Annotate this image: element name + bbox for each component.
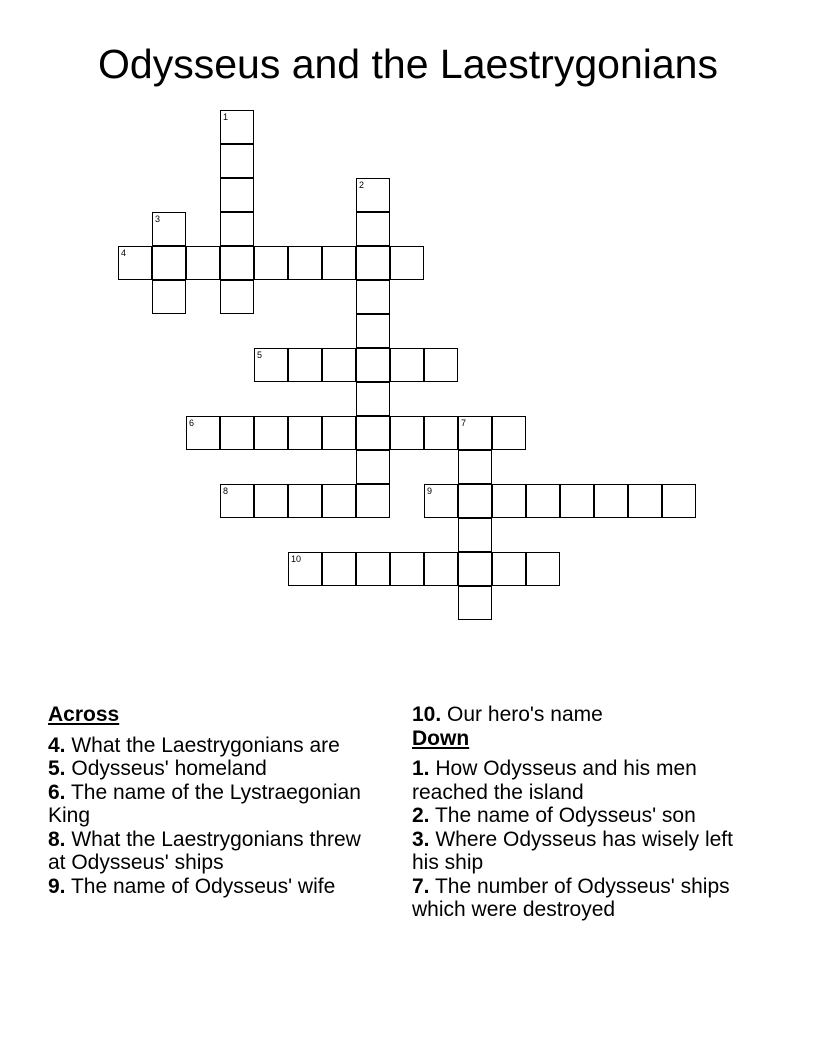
grid-cell[interactable] [220,280,254,314]
grid-cell[interactable] [356,314,390,348]
clues-left-column [48,703,378,898]
clues-right-column [412,703,742,922]
grid-cell[interactable] [356,212,390,246]
grid-cell[interactable] [594,484,628,518]
grid-cell[interactable] [220,246,254,280]
clue-text: Where Odysseus has wisely left his ship [412,827,733,874]
grid-cell[interactable] [424,416,458,450]
clue-text: The name of Odysseus' wife [70,874,336,898]
grid-cell[interactable] [356,348,390,382]
clue-across-5 [48,757,378,781]
grid-cell[interactable] [322,416,356,450]
grid-cell-number: 8 [223,486,229,496]
grid-cell[interactable] [492,416,526,450]
clue-text: What the Laestrygonians threw at Odysseus' ships [48,827,361,874]
clue-number: 1. [412,757,430,780]
clue-text: What the Laestrygonians are [71,733,340,757]
grid-cell[interactable] [356,280,390,314]
grid-cell[interactable] [628,484,662,518]
grid-cell[interactable] [526,484,560,518]
down-heading: Down [412,726,470,750]
clue-down-1 [412,757,742,804]
grid-cell[interactable] [322,246,356,280]
grid-cell[interactable] [424,348,458,382]
clue-across-8 [48,828,378,875]
clue-text: The name of the Lystraegonian King [48,780,361,827]
grid-cell-number: 6 [189,418,195,428]
grid-cell[interactable] [390,348,424,382]
clue-text: Our hero's name [447,703,603,726]
clue-text: The name of Odysseus' son [434,804,696,827]
grid-cell-number: 3 [155,214,161,224]
grid-cell[interactable] [560,484,594,518]
grid-cell[interactable] [356,246,390,280]
grid-cell[interactable] [356,552,390,586]
grid-cell[interactable] [458,552,492,586]
grid-cell[interactable] [322,348,356,382]
clue-down-2 [412,804,742,828]
grid-cell[interactable] [254,484,288,518]
grid-cell[interactable] [220,144,254,178]
clue-down-7 [412,875,742,922]
grid-cell[interactable] [458,518,492,552]
grid-cell-number: 10 [291,554,302,564]
grid-cell[interactable] [220,212,254,246]
grid-cell[interactable] [492,552,526,586]
grid-cell[interactable] [322,484,356,518]
grid-cell[interactable] [390,246,424,280]
grid-cell[interactable] [288,246,322,280]
clue-across-4 [48,734,378,758]
clue-number: 6. [48,780,66,804]
grid-cell[interactable] [152,246,186,280]
grid-cell[interactable] [662,484,696,518]
puzzle-title: Odysseus and the Laestrygonians [98,41,718,87]
grid-cell-number: 4 [121,248,127,258]
grid-cell[interactable] [288,484,322,518]
grid-cell[interactable] [458,586,492,620]
clue-down-3 [412,828,742,875]
grid-cell-number: 5 [257,350,263,360]
grid-cell[interactable] [254,246,288,280]
grid-cell-number: 9 [427,486,433,496]
grid-cell[interactable] [288,416,322,450]
clue-across-10 [412,703,742,727]
clue-number: 7. [412,874,430,898]
grid-cell[interactable] [254,416,288,450]
clue-across-9 [48,875,378,899]
clue-number: 3. [412,827,430,851]
grid-cell-number: 1 [223,112,229,122]
grid-cell[interactable] [390,552,424,586]
grid-cell[interactable] [220,416,254,450]
grid-cell[interactable] [458,450,492,484]
grid-cell[interactable] [356,484,390,518]
grid-cell[interactable] [152,280,186,314]
across-heading: Across [48,703,120,726]
grid-cell-number: 2 [359,180,365,190]
clue-text: Odysseus' homeland [71,757,267,780]
grid-cell[interactable] [186,246,220,280]
clue-number: 4. [48,733,66,757]
grid-cell[interactable] [220,178,254,212]
grid-cell[interactable] [492,484,526,518]
clue-text: How Odysseus and his men reached the island [412,757,697,804]
clue-number: 10. [412,703,442,726]
grid-cell[interactable] [356,382,390,416]
grid-cell[interactable] [526,552,560,586]
clue-across-6 [48,781,378,828]
grid-cell[interactable] [424,552,458,586]
clue-number: 9. [48,874,66,898]
grid-cell[interactable] [390,416,424,450]
clue-number: 2. [412,804,430,827]
grid-cell[interactable] [322,552,356,586]
grid-cell-number: 7 [461,418,467,428]
grid-cell[interactable] [356,416,390,450]
grid-cell[interactable] [356,450,390,484]
grid-cell[interactable] [288,348,322,382]
grid-cell[interactable] [458,484,492,518]
clue-number: 8. [48,827,66,851]
clue-text: The number of Odysseus' ships which were destroyed [412,874,730,921]
clue-number: 5. [48,757,66,780]
